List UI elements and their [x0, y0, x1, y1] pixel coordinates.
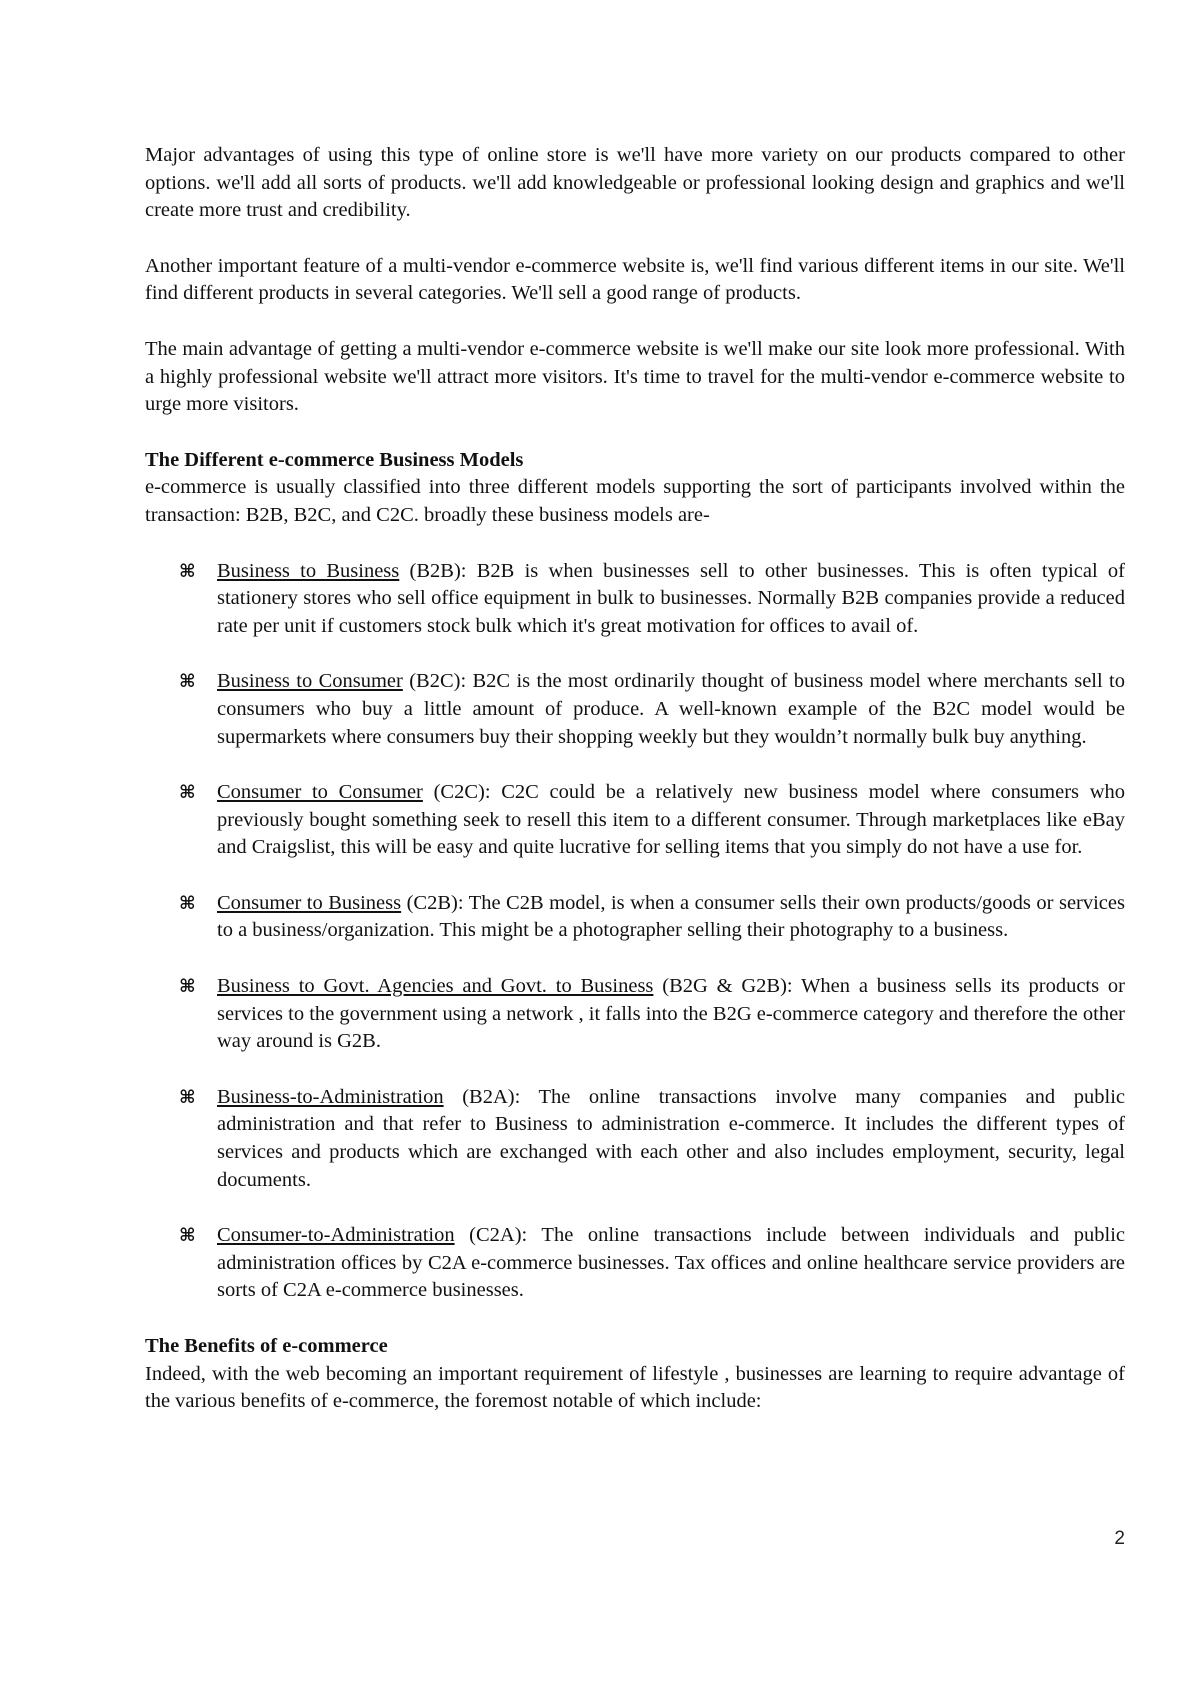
model-description: (B2B): B2B is when businesses sell to other businesses. This is often typical of stationery stores who sell office equipment in bulk to businesses. Normally B2B companies provide a reduced rate per unit if customers stock bulk which it's great motivation for offices to avail of. [217, 559, 1125, 637]
command-bullet-icon: ⌘ [179, 976, 196, 998]
paragraph-feature: Another important feature of a multi-vendor e-commerce website is, we'll find various different items in our site. We'll find different products in several categories. We'll sell a good range of products. [145, 254, 1125, 305]
command-bullet-icon: ⌘ [179, 671, 196, 693]
business-models-list [145, 558, 1125, 1305]
list-item-b2b [145, 558, 1125, 641]
model-term: Business-to-Administration [217, 1085, 444, 1108]
model-term: Consumer to Business [217, 891, 402, 914]
list-item-b2a [145, 1084, 1125, 1194]
models-heading: The Different e-commerce Business Models [145, 448, 524, 471]
model-term: Business to Consumer [217, 670, 403, 693]
paragraph-variety: Major advantages of using this type of online store is we'll have more variety on our products compared to other options. we'll add all sorts of products. we'll add knowledgeable or professional looking design and graphics and we'll create more trust and credibility. [145, 144, 1125, 222]
command-bullet-icon: ⌘ [179, 1086, 196, 1108]
command-bullet-icon: ⌘ [179, 782, 196, 804]
list-item-c2b [145, 890, 1125, 945]
document-page [145, 142, 1125, 1416]
command-bullet-icon: ⌘ [179, 1225, 196, 1247]
model-term: Consumer to Consumer [217, 781, 423, 804]
model-term: Business to Govt. Agencies and Govt. to Business [217, 975, 654, 998]
model-term: Consumer-to-Administration [217, 1224, 455, 1247]
command-bullet-icon: ⌘ [179, 892, 196, 914]
list-item-b2c [145, 668, 1125, 751]
paragraph-advantage: The main advantage of getting a multi-vendor e-commerce website is we'll make our site look more professional. With a highly professional website we'll attract more visitors. It's time to travel for the multi-vendor e-commerce website to urge more visitors. [145, 337, 1125, 416]
model-description: (B2C): B2C is the most ordinarily thought of business model where merchants sell to consumers who buy a little amount of produce. A well-known example of the B2C model would be supermarkets where consumers buy their shopping weekly but they wouldn’t normally bulk buy anything. [217, 670, 1125, 748]
models-intro: e-commerce is usually classified into three different models supporting the sort of participants involved within the transaction: B2B, B2C, and C2C. broadly these business models are- [145, 476, 1125, 526]
list-item-b2g [145, 973, 1125, 1056]
model-description: (B2G & G2B): When a business sells its products or services to the government using a network , it falls into the B2G e-commerce category and therefore the other way around is G2B. [217, 975, 1125, 1053]
command-bullet-icon: ⌘ [179, 560, 196, 582]
benefits-intro: Indeed, with the web becoming an important requirement of lifestyle , businesses are learning to require advantage of the various benefits of e-commerce, the foremost notable of which include: [145, 1362, 1125, 1413]
list-item-c2a [145, 1222, 1125, 1305]
benefits-heading: The Benefits of e-commerce [145, 1335, 388, 1357]
model-description: (B2A): The online transactions involve many companies and public administration and that refer to Business to administration e-commerce. It includes the different types of services and products which are exchanged with each other and also includes employment, security, legal documents. [217, 1085, 1125, 1191]
list-item-c2c [145, 779, 1125, 862]
page-number: 2 [1114, 1528, 1125, 1549]
model-description: (C2A): The online transactions include between individuals and public administration offices by C2A e-commerce businesses. Tax offices and online healthcare service providers are sorts of C2A e-commerce businesses. [217, 1224, 1125, 1302]
model-term: Business to Business [217, 559, 400, 582]
model-description: (C2B): The C2B model, is when a consumer sells their own products/goods or services to a business/organization. This might be a photographer selling their photography to a business. [217, 891, 1125, 942]
model-description: (C2C): C2C could be a relatively new business model where consumers who previously bought something seek to resell this item to a different consumer. Through marketplaces like eBay and Craigslist, this will be easy and quite lucrative for selling items that you simply do not have a use for. [217, 781, 1125, 859]
